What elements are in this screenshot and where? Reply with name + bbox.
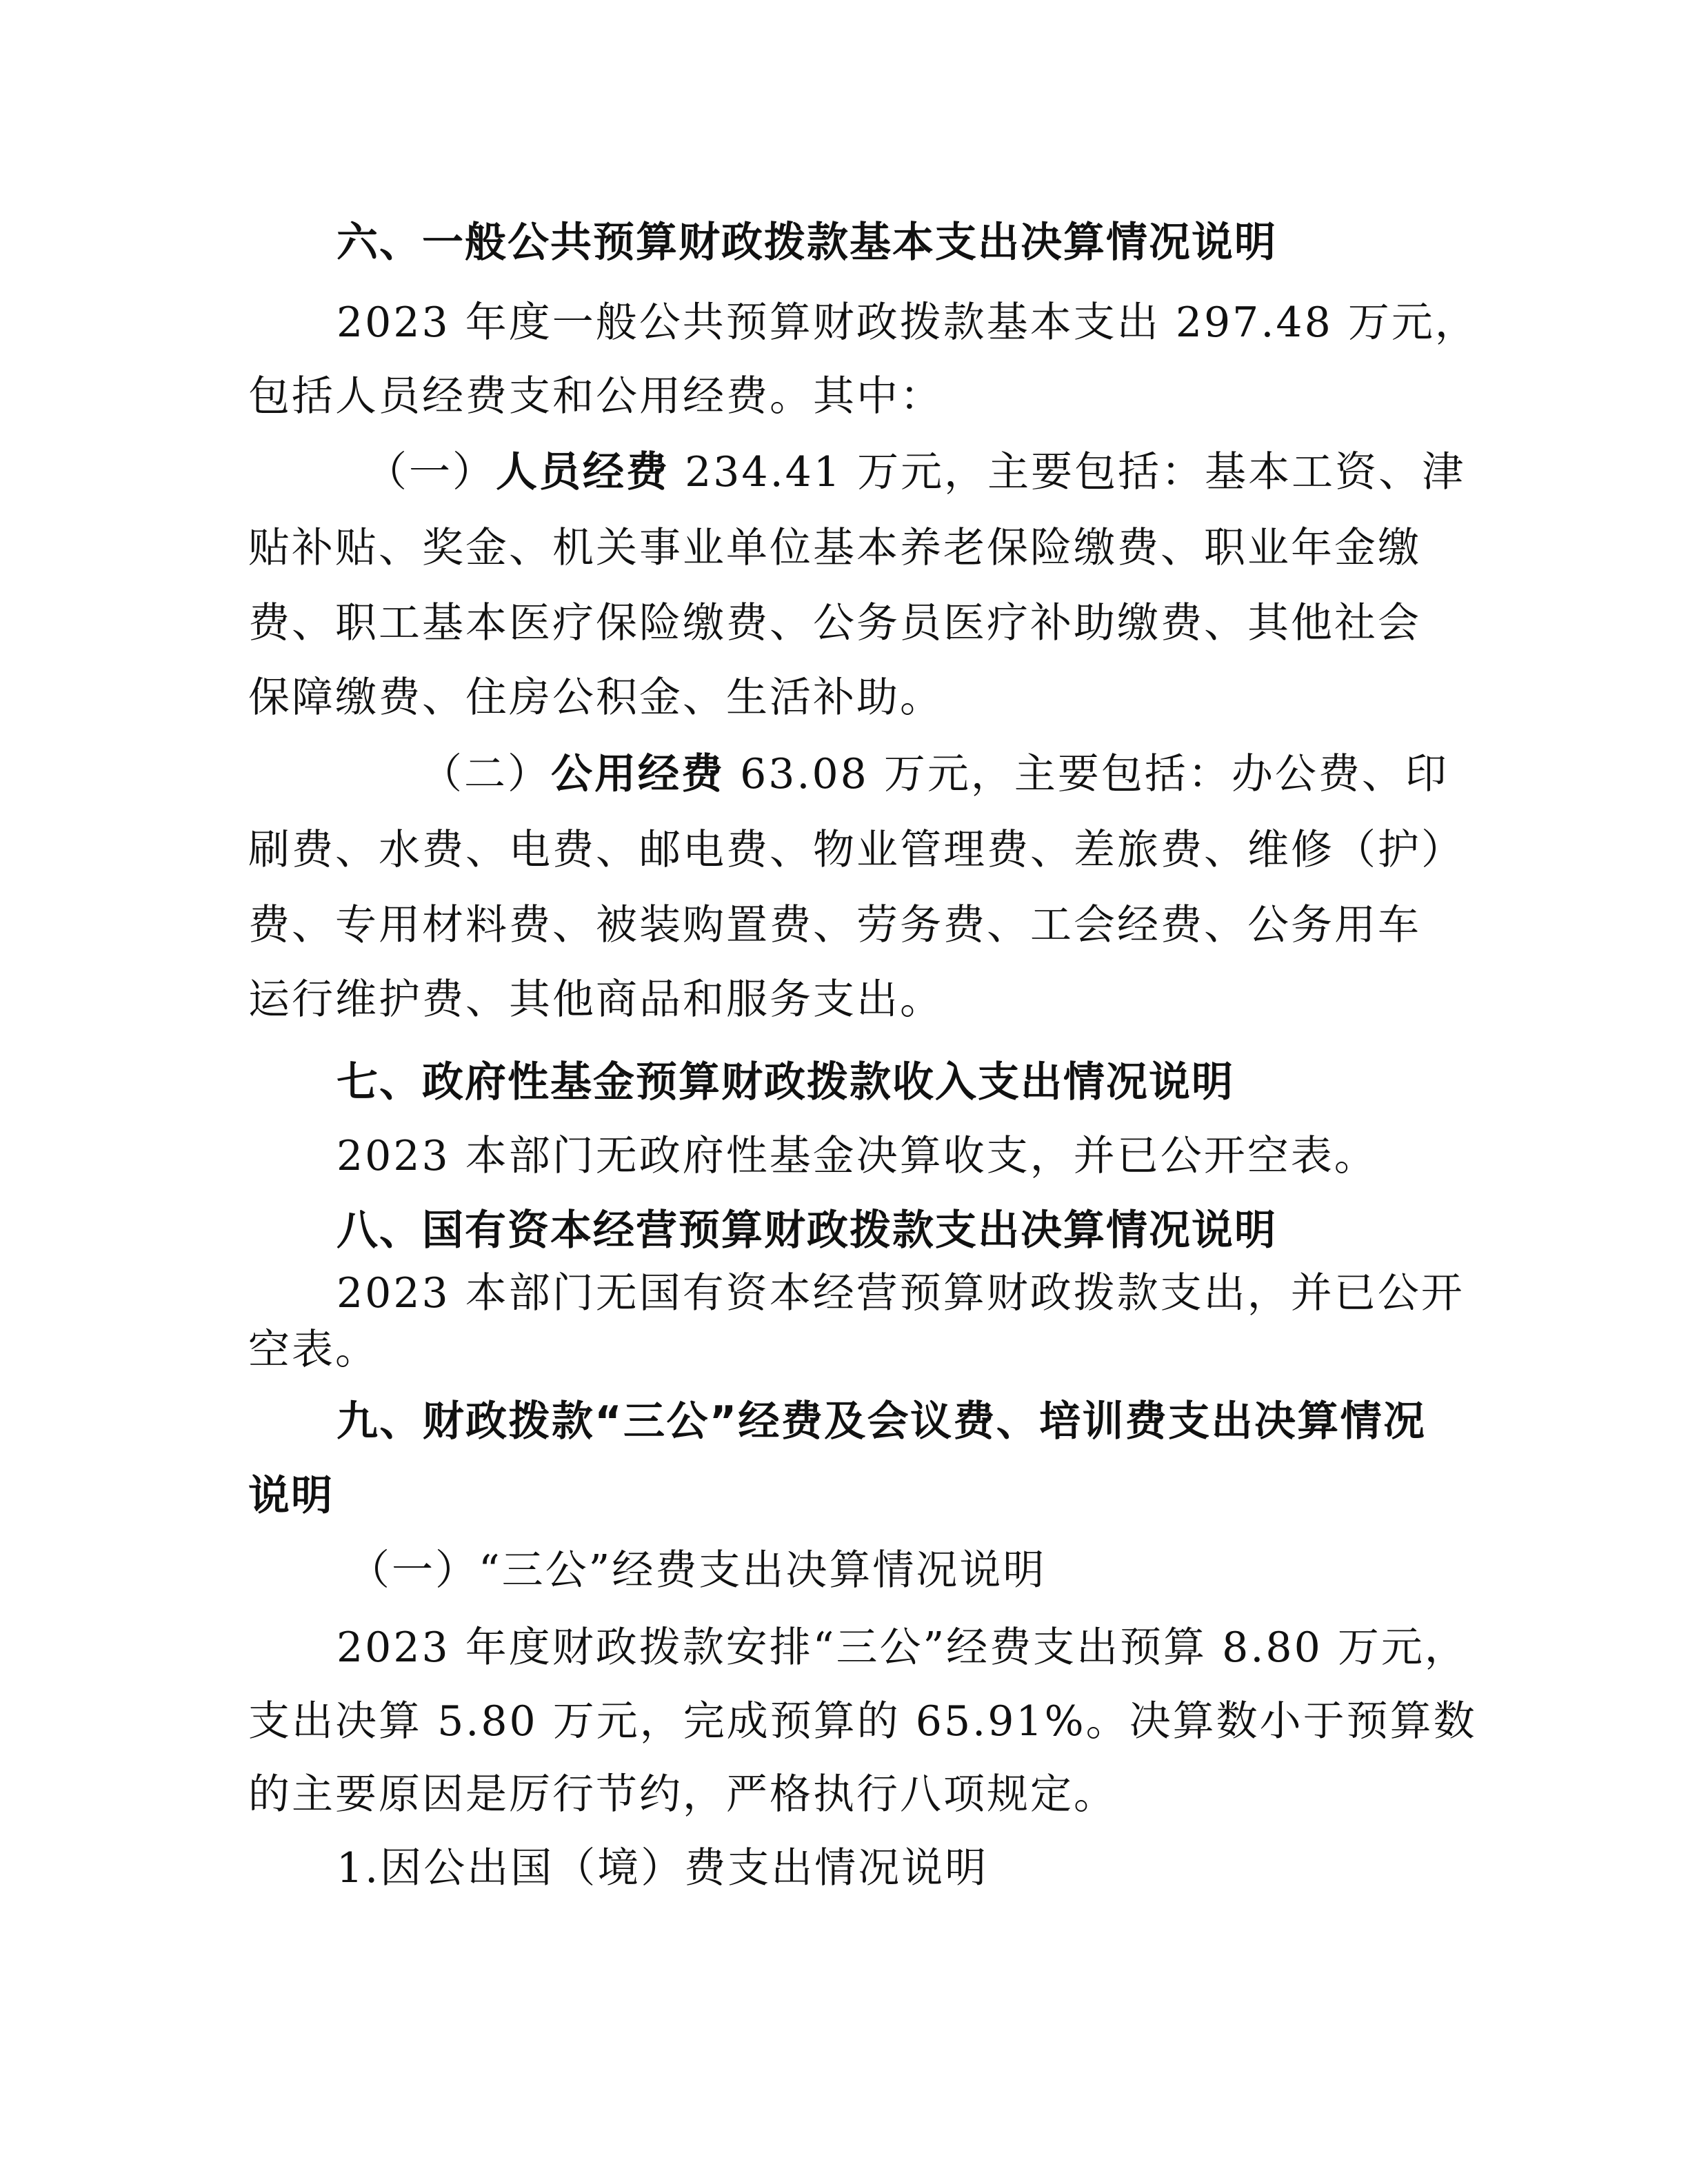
section-7-heading: 七、政府性基金预算财政拨款收入支出情况说明 — [336, 1058, 1234, 1106]
three-public-subheading: （一）“三公”经费支出决算情况说明 — [348, 1546, 1047, 1595]
public-expense-line — [421, 747, 1449, 802]
section-8-paragraph-line: 空表。 — [248, 1326, 379, 1374]
public-expense-line: 运行维护费、其他商品和服务支出。 — [248, 975, 943, 1024]
overseas-travel-item: 1.因公出国（境）费支出情况说明 — [336, 1844, 989, 1892]
public-label: 公用经费 — [551, 750, 725, 798]
personnel-expense-line: 贴补贴、奖金、机关事业单位基本养老保险缴费、职业年金缴 — [248, 524, 1421, 572]
personnel-expense-line: 保障缴费、住房公积金、生活补助。 — [248, 674, 943, 722]
section-9-heading: 说明 — [248, 1472, 334, 1520]
section-6-heading: 六、一般公共预算财政拨款基本支出决算情况说明 — [336, 219, 1277, 267]
three-public-paragraph-line: 支出决算 5.80 万元，完成预算的 65.91%。决算数小于预算数 — [248, 1697, 1477, 1746]
personnel-expense-line — [365, 445, 1466, 500]
personnel-label: 人员经费 — [496, 448, 670, 496]
section-8-paragraph-line: 2023 本部门无国有资本经营预算财政拨款支出，并已公开 — [336, 1269, 1465, 1317]
personnel-amount-text: 234.41 万元，主要包括：基本工资、津 — [670, 448, 1466, 496]
section-7-paragraph-line: 2023 本部门无政府性基金决算收支，并已公开空表。 — [336, 1132, 1378, 1180]
section-9-heading: 九、财政拨款“三公”经费及会议费、培训费支出决算情况 — [336, 1397, 1426, 1446]
public-expense-line: 刷费、水费、电费、邮电费、物业管理费、差旅费、维修（护） — [248, 826, 1465, 874]
personnel-expense-line: 费、职工基本医疗保险缴费、公务员医疗补助缴费、其他社会 — [248, 599, 1421, 647]
section-6-paragraph-line: 2023 年度一般公共预算财政拨款基本支出 297.48 万元， — [336, 299, 1478, 347]
public-expense-line: 费、专用材料费、被装购置费、劳务费、工会经费、公务用车 — [248, 901, 1421, 949]
section-6-paragraph-line: 包括人员经费支和公用经费。其中： — [248, 372, 943, 421]
public-prefix: （二） — [421, 750, 551, 798]
public-amount-text: 63.08 万元，主要包括：办公费、印 — [725, 750, 1449, 798]
three-public-paragraph-line: 2023 年度财政拨款安排“三公”经费支出预算 8.80 万元， — [336, 1624, 1468, 1672]
three-public-paragraph-line: 的主要原因是厉行节约，严格执行八项规定。 — [248, 1770, 1117, 1819]
section-8-heading: 八、国有资本经营预算财政拨款支出决算情况说明 — [336, 1206, 1277, 1255]
personnel-prefix: （一） — [365, 448, 496, 496]
